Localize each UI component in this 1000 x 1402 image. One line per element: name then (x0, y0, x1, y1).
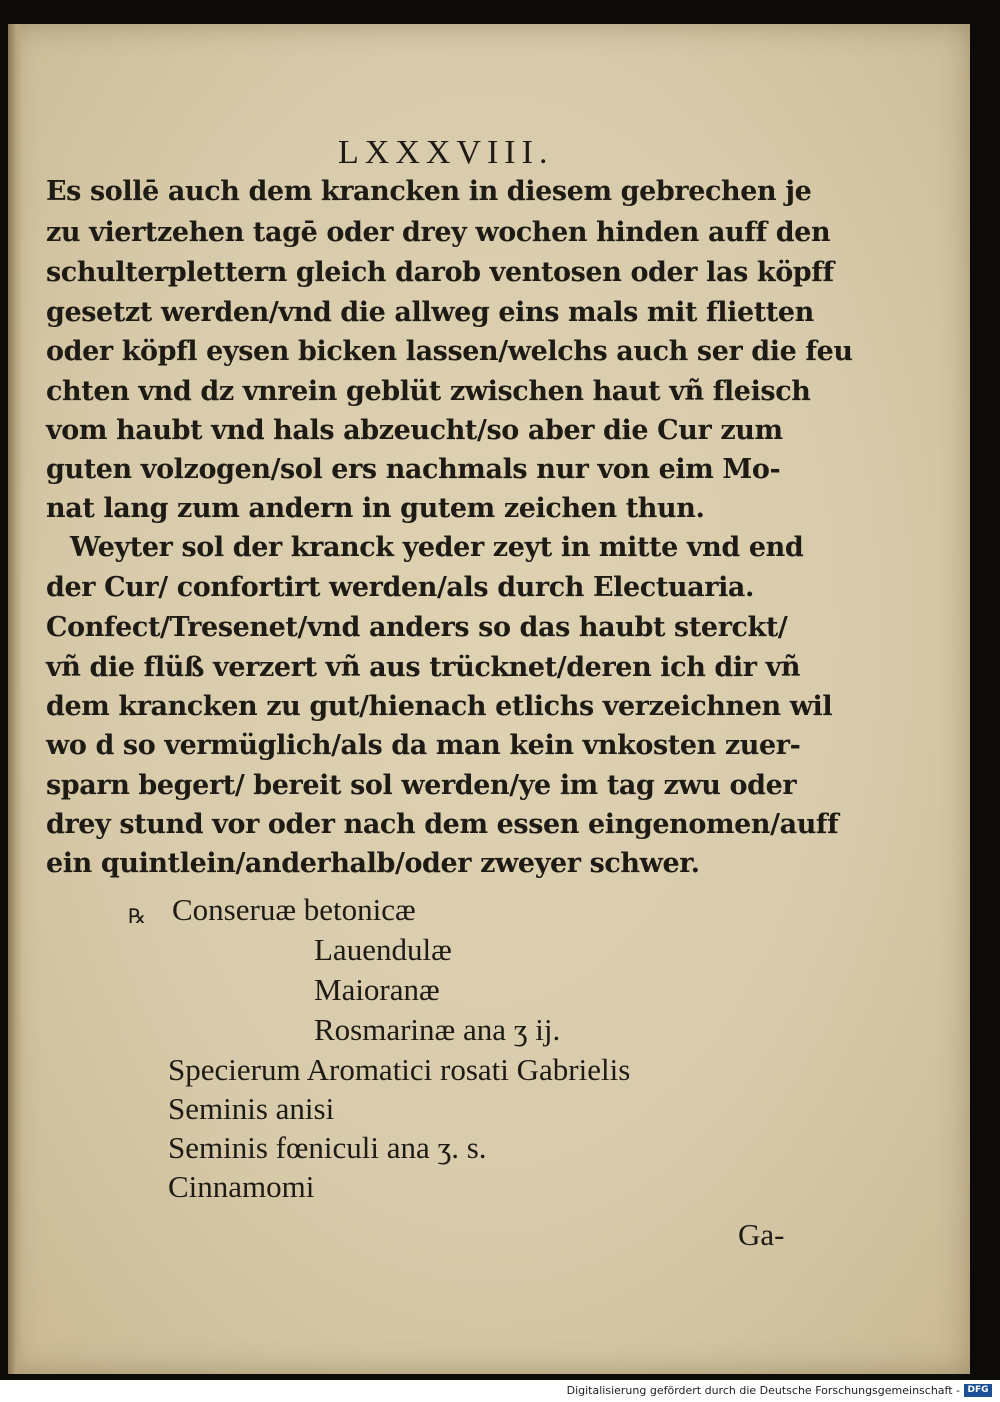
folio-number: LXXXVIII. (338, 134, 554, 171)
body-line: wo d so vermüglich/als da man kein vnkosten zuer- (46, 730, 801, 761)
body-line: guten volzogen/sol ers nachmals nur von eim Mo- (46, 454, 781, 485)
recipe-line: Rosmarinæ ana ʒ ij. (314, 1012, 561, 1047)
catchword: Ga- (738, 1217, 785, 1252)
body-line: Es sollē auch dem krancken in diesem gebrechen je (46, 176, 812, 207)
recipe-line: Seminis fœniculi ana ʒ. s. (168, 1130, 487, 1165)
recipe-line: Lauendulæ (314, 932, 452, 967)
body-line: der Cur/ confortirt werden/als durch Electuaria. (46, 572, 755, 603)
body-line: Confect/Tresenet/vnd anders so das haubt sterckt/ (46, 612, 788, 643)
body-line: vñ die flüß verzert vñ aus trücknet/deren ich dir vñ (46, 652, 801, 683)
book-page (8, 24, 970, 1374)
recipe-line: Maioranæ (314, 972, 440, 1007)
dfg-logo: DFG (964, 1384, 992, 1397)
recipe-rx-symbol: ℞ (128, 904, 146, 928)
body-line: gesetzt werden/vnd die allweg eins mals mit flietten (46, 297, 814, 328)
body-line: dem krancken zu gut/hienach etlichs verzeichnen wil (46, 691, 833, 722)
body-line: ein quintlein/anderhalb/oder zweyer schwer. (46, 848, 700, 879)
funding-credit: Digitalisierung gefördert durch die Deutsche Forschungsgemeinschaft - (566, 1384, 960, 1397)
body-line: schulterplettern gleich darob ventosen oder las köpff (46, 257, 834, 288)
body-line: vom haubt vnd hals abzeucht/so aber die Cur zum (46, 415, 783, 446)
body-line: Weyter sol der kranck yeder zeyt in mitte vnd end (70, 532, 804, 563)
recipe-line: Specierum Aromatici rosati Gabrielis (168, 1052, 631, 1087)
page-gutter-edge (8, 24, 22, 1374)
body-line: chten vnd dz vnrein geblüt zwischen haut vñ fleisch (46, 376, 811, 407)
recipe-line: Cinnamomi (168, 1169, 315, 1204)
body-line: zu viertzehen tagē oder drey wochen hinden auff den (46, 217, 831, 248)
body-line: oder köpfl eysen bicken lassen/welchs auch ser die feu (46, 336, 853, 367)
recipe-line: Conseruæ betonicæ (172, 892, 416, 927)
body-line: drey stund vor oder nach dem essen eingenomen/auff (46, 809, 839, 840)
body-line: sparn begert/ bereit sol werden/ye im tag zwu oder (46, 770, 797, 801)
recipe-line: Seminis anisi (168, 1091, 335, 1126)
body-line: nat lang zum andern in gutem zeichen thun. (46, 493, 705, 524)
